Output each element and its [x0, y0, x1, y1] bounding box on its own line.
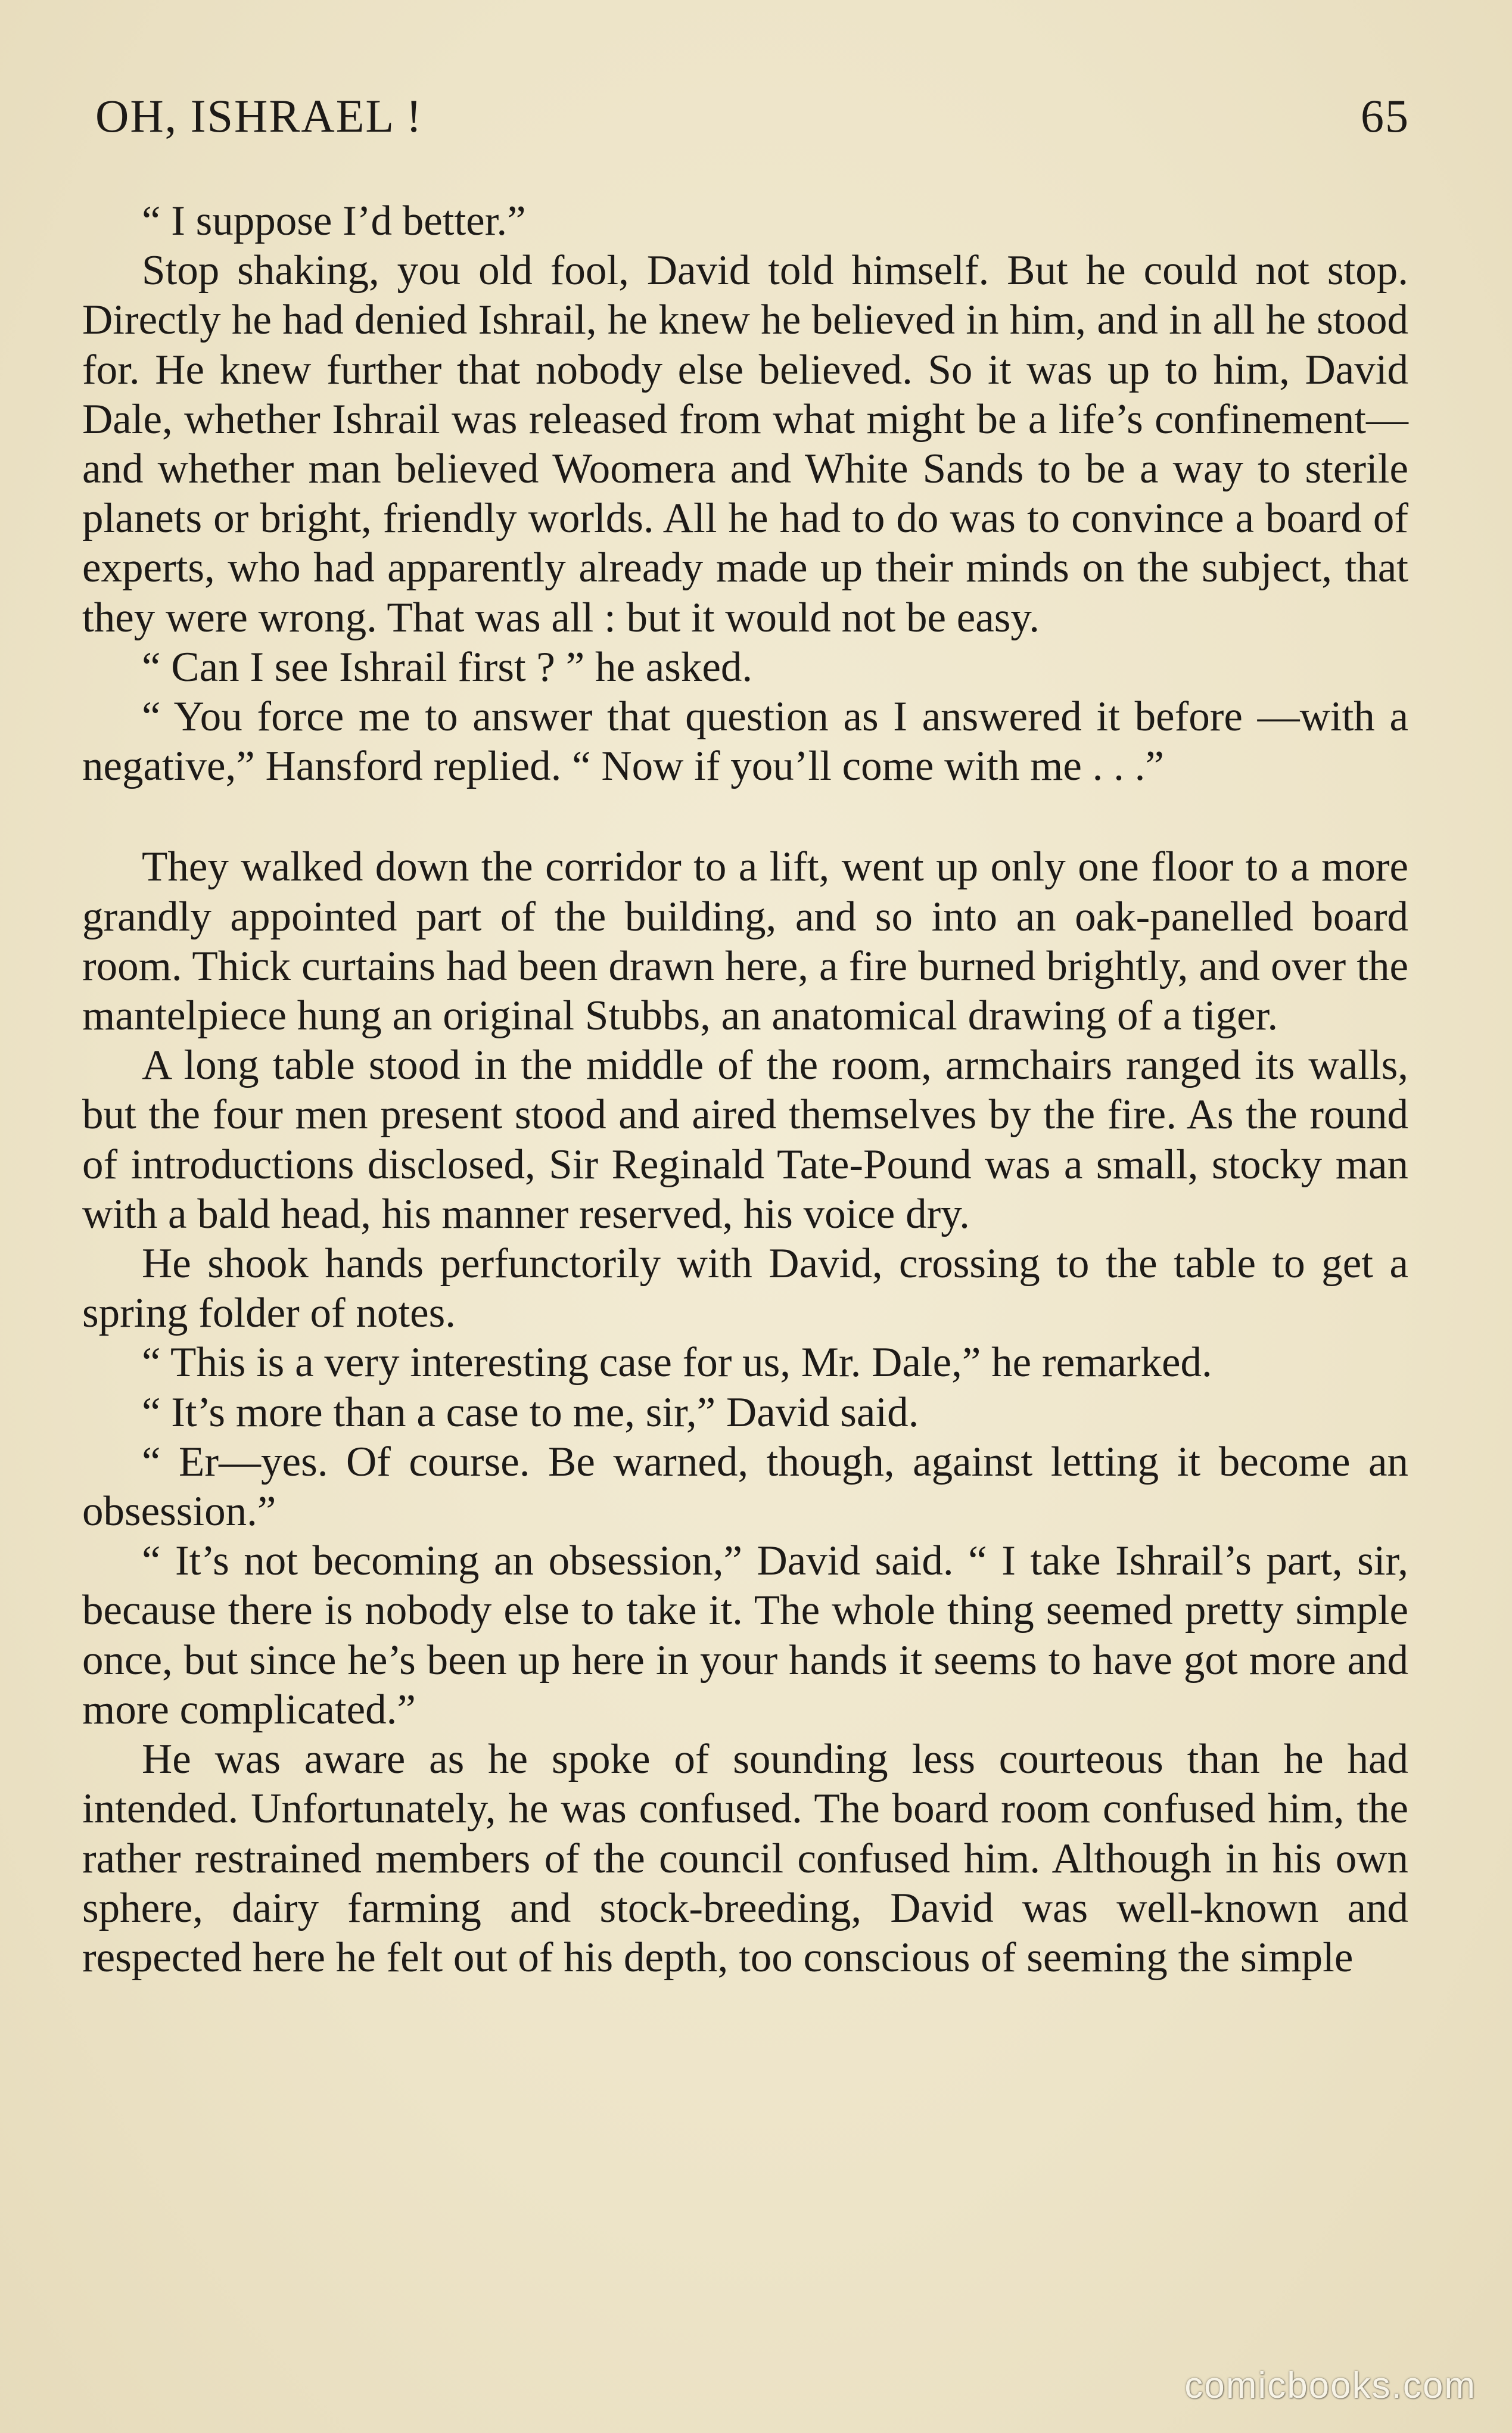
body-text: [82, 197, 1408, 1983]
paragraph: “ Can I see Ishrail first ? ” he asked.: [142, 643, 753, 690]
paragraph: “ Er—yes. Of course. Be warned, though, against letting it become an obsession.”: [82, 1438, 1408, 1535]
paragraph: “ I suppose I’d better.”: [142, 198, 526, 244]
page-number: 65: [1361, 90, 1410, 142]
paragraph: They walked down the corridor to a lift, went up only one floor to a more grandly appointed part of the building, and so into an oak-panelled board room. Thick curtains had been drawn here, a fire burned brightly, and over the mantelpiece hung an original Stubbs, an anatomical drawing of a tiger.: [82, 844, 1408, 1040]
running-header: [95, 89, 1410, 155]
paragraph: “ It’s not becoming an obsession,” David said. “ I take Ishrail’s part, sir, because there is nobody else to take it. The whole thing seemed pretty simple once, but since he’s been up here in your hands it seems to have got more and more complicated.”: [82, 1538, 1408, 1733]
paragraph: “ It’s more than a case to me, sir,” David said.: [142, 1389, 919, 1436]
paragraph: He was aware as he spoke of sounding less courteous than he had intended. Unfortunately, he was confused. The board room confused him, the rather restrained members of the council confused him. Although in his own sphere, dairy farming and stock-breeding, David was well-known and respected here he felt out of his depth, too conscious of seeming the simple: [82, 1736, 1408, 1981]
paragraph: Stop shaking, you old fool, David told himself. But he could not stop. Directly he had denied Ishrail, he knew he believed in him, and in all he stood for. He knew further that nobody else believed. So it was up to him, David Dale, whether Ishrail was released from what might be a life’s confinement—and whether man believed Woomera and White Sands to be a way to sterile planets or bright, friendly worlds. All he had to do was to convince a board of experts, who had apparently already made up their minds on the subject, that they were wrong. That was all : but it would not be easy.: [82, 247, 1408, 641]
running-title: OH, ISHRAEL !: [95, 90, 423, 142]
paragraph: “ This is a very interesting case for us, Mr. Dale,” he remarked.: [142, 1339, 1212, 1386]
paragraph: He shook hands perfunctorily with David, crossing to the table to get a spring folder of notes.: [82, 1240, 1408, 1337]
paragraph: “ You force me to answer that question as I answered it before —with a negative,” Hansford replied. “ Now if you’ll come with me . . .”: [82, 693, 1408, 790]
paragraph: A long table stood in the middle of the room, armchairs ranged its walls, but the four men present stood and aired themselves by the fire. As the round of introductions disclosed, Sir Reginald Tate-Pound was a small, stocky man with a bald head, his manner reserved, his voice dry.: [82, 1042, 1408, 1237]
watermark: comicbooks.com: [1184, 2365, 1476, 2406]
